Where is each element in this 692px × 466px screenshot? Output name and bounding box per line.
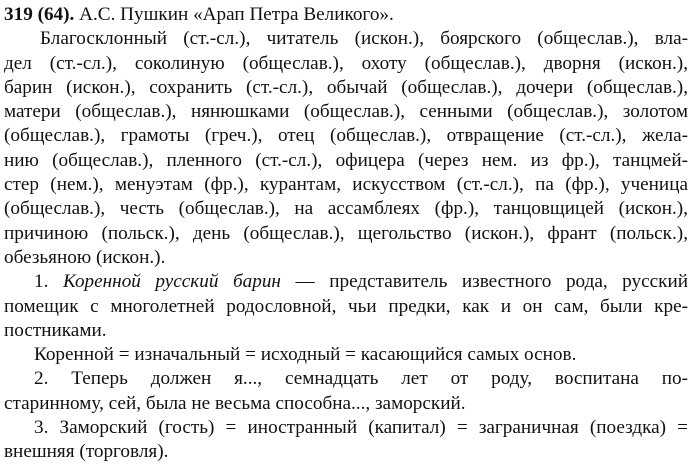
word-list-paragraph <box>4 27 688 270</box>
item-2-line: старинному, сей, была не весьма способна..., заморский. <box>4 392 466 414</box>
word-list-line: (общеслав.), грамоты (греч.), отец (общеслав.), отвращение (ст.-сл.), жела- <box>4 125 688 147</box>
word-list-line: дел (ст.-сл.), соколиную (общеслав.), охоту (общеслав.), дворня (искон.), <box>4 52 688 74</box>
exercise-header <box>4 3 688 27</box>
word-list-line: стер (нем.), менуэтам (фр.), курантам, искусством (ст.-сл.), па (фр.), ученица <box>4 174 688 196</box>
word-list-line: матери (общеслав.), нянюшками (общеслав.), сенными (общеслав.), золотом <box>4 101 688 123</box>
answer-item-2 <box>4 367 688 416</box>
word-list-line: Благосклонный (ст.-сл.), читатель (искон.), боярского (общеслав.), вла- <box>40 28 688 50</box>
word-list-line: барин (искон.), сохранить (ст.-сл.), обычай (общеслав.), дочери (общеслав.), <box>4 76 688 98</box>
item-1-line: постниками. <box>4 319 107 341</box>
item-1-text: — представитель известного рода, русский <box>280 271 689 293</box>
word-list-line: нию (общеслав.), пленного (ст.-сл.), офицера (через нем. из фр.), танцмей- <box>4 149 688 171</box>
document-page <box>4 3 688 465</box>
item-1-line: помещик с многолетней родословной, чьи предки, как и он сам, были кре- <box>4 295 688 317</box>
item-3-line: 3. Заморский (гость) = иностранный (капитал) = заграничная (поездка) = <box>34 417 688 439</box>
answer-item-1 <box>4 270 688 343</box>
exercise-title: А.С. Пушкин «Арап Петра Великого». <box>79 4 394 25</box>
word-list-line: (общеслав.), честь (общеслав.), на ассамблеях (фр.), танцовщицей (искон.), <box>4 198 688 220</box>
item-1-italic-phrase: Коренной русский барин <box>62 271 281 293</box>
exercise-number: 319 (64). <box>4 4 75 25</box>
word-list-line: причиною (польск.), день (общеслав.), щегольство (искон.), франт (польск.), <box>4 222 688 244</box>
answer-item-3 <box>4 416 688 465</box>
item-2-line: 2. Теперь должен я..., семнадцать лет от роду, воспитана по- <box>34 368 688 390</box>
item-3-line: внешняя (торговля). <box>4 441 169 463</box>
word-list-line: обезьяною (искон.). <box>4 246 166 268</box>
item-1-line <box>4 270 688 294</box>
synonyms-line: Коренной = изначальный = исходный = касающийся самых основ. <box>34 344 577 366</box>
item-1-number: 1. <box>34 271 49 293</box>
